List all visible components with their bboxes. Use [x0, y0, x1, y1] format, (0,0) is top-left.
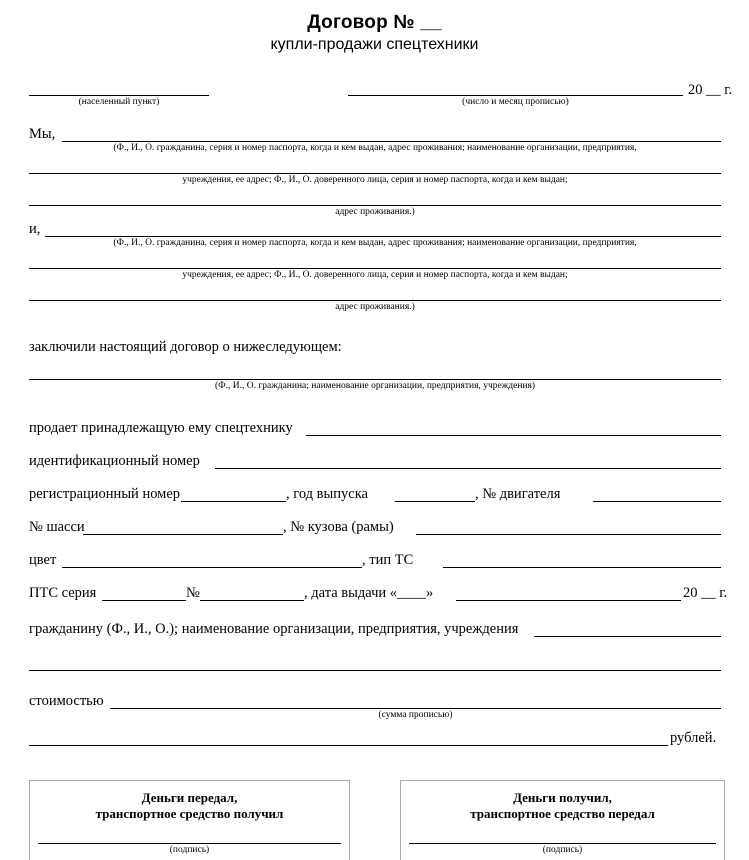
party-buyer-line-3[interactable] [29, 300, 721, 301]
reg-number-input-line[interactable] [181, 501, 286, 502]
body-number-label: , № кузова (рамы) [283, 519, 394, 535]
vin-label: идентификационный номер [29, 453, 200, 469]
signature-buyer-heading-line-1: Деньги передал, [141, 790, 238, 805]
year-label: , год выпуска [286, 486, 368, 502]
place-input-line[interactable] [29, 95, 209, 96]
signature-table [29, 780, 725, 860]
chassis-input-line[interactable] [83, 534, 283, 535]
vehicle-description-line[interactable] [306, 435, 721, 436]
body-number-input-line[interactable] [416, 534, 721, 535]
signature-cell-buyer [29, 780, 350, 860]
party-seller-caption-2: учреждения, ее адрес; Ф., И., О. доверенного лица, серия и номер паспорта, когда и кем выдан; [182, 175, 568, 185]
agreement-statement: заключили настоящий договор о нижеследующем: [29, 339, 342, 355]
engine-label: , № двигателя [475, 486, 561, 502]
buyer-recipient-input-line[interactable] [534, 636, 721, 637]
year-input-line[interactable] [395, 501, 475, 502]
reg-number-label: регистрационный номер [29, 486, 181, 502]
date-input-line[interactable] [348, 95, 683, 96]
price-label: стоимостью [29, 693, 104, 709]
pts-number-label: № [186, 585, 200, 601]
party-buyer-line-2[interactable] [29, 268, 721, 269]
color-input-line[interactable] [62, 567, 362, 568]
party-buyer-caption-1: (Ф., И., О. гражданина, серия и номер паспорта, когда и кем выдан, адрес проживания; наименование организации, предприятия, [113, 238, 637, 248]
chassis-label: № шасси [29, 519, 85, 535]
party-seller-block [0, 126, 749, 226]
rubles-label: рублей. [670, 730, 717, 746]
pts-number-input-line[interactable] [200, 600, 304, 601]
vehicle-type-input-line[interactable] [443, 567, 721, 568]
pts-year-suffix: 20 __ г. [683, 585, 728, 601]
document-title: Договор № __ [307, 12, 442, 33]
date-year-suffix: 20 __ г. [688, 82, 733, 98]
color-label: цвет [29, 552, 57, 568]
party-seller-line-3[interactable] [29, 205, 721, 206]
vehicle-type-label: , тип ТС [362, 552, 414, 568]
signature-buyer-line[interactable] [38, 843, 341, 844]
party-buyer-block [0, 221, 749, 321]
party-seller-line-2[interactable] [29, 173, 721, 174]
signature-buyer-heading [30, 781, 349, 822]
signature-seller-caption: (подпись) [542, 845, 583, 855]
signature-cell-seller [400, 780, 725, 860]
signature-seller-heading-line-1: Деньги получил, [513, 790, 612, 805]
place-caption: (населенный пункт) [78, 97, 160, 107]
price-input-line[interactable] [110, 708, 721, 709]
price-input-line-2[interactable] [29, 745, 668, 746]
party-buyer-caption-3: адрес проживания.) [335, 302, 415, 312]
party-buyer-caption-2: учреждения, ее адрес; Ф., И., О. доверенного лица, серия и номер паспорта, когда и кем выдан; [182, 270, 568, 280]
place-and-date-row [0, 80, 749, 114]
document-subtitle: купли-продажи спецтехники [270, 36, 479, 53]
engine-input-line[interactable] [593, 501, 721, 502]
vin-input-line[interactable] [215, 468, 721, 469]
party-seller-caption-1: (Ф., И., О. гражданина, серия и номер паспорта, когда и кем выдан, адрес проживания; наименование организации, предприятия, [113, 143, 637, 153]
signature-seller-heading [401, 781, 724, 822]
buyer-recipient-input-line-2[interactable] [29, 670, 721, 671]
party-seller-line-1[interactable] [62, 141, 721, 142]
signature-seller-line[interactable] [409, 843, 716, 844]
party-buyer-line-1[interactable] [45, 236, 721, 237]
signature-buyer-caption: (подпись) [169, 845, 210, 855]
document-header [0, 0, 749, 55]
pts-date-input-line[interactable] [456, 600, 681, 601]
date-caption: (число и месяц прописью) [462, 97, 569, 107]
signature-table-spacer [350, 780, 400, 860]
signature-seller-heading-line-2: транспортное средство передал [470, 806, 655, 821]
signature-buyer-heading-line-2: транспортное средство получил [95, 806, 284, 821]
price-caption: (сумма прописью) [378, 710, 453, 720]
seller-name-line[interactable] [29, 379, 721, 380]
seller-name-caption: (Ф., И., О. гражданина; наименование организации, предприятия, учреждения) [214, 381, 536, 391]
party-buyer-lead: и, [29, 221, 41, 237]
party-seller-lead: Мы, [29, 126, 56, 142]
pts-series-input-line[interactable] [102, 600, 186, 601]
buyer-recipient-label: гражданину (Ф., И., О.); наименование организации, предприятия, учреждения [29, 621, 519, 637]
pts-series-label: ПТС серия [29, 585, 97, 601]
pts-date-label: , дата выдачи «____» [304, 585, 434, 601]
sells-label: продает принадлежащую ему спецтехнику [29, 420, 293, 436]
party-seller-caption-3: адрес проживания.) [335, 207, 415, 217]
